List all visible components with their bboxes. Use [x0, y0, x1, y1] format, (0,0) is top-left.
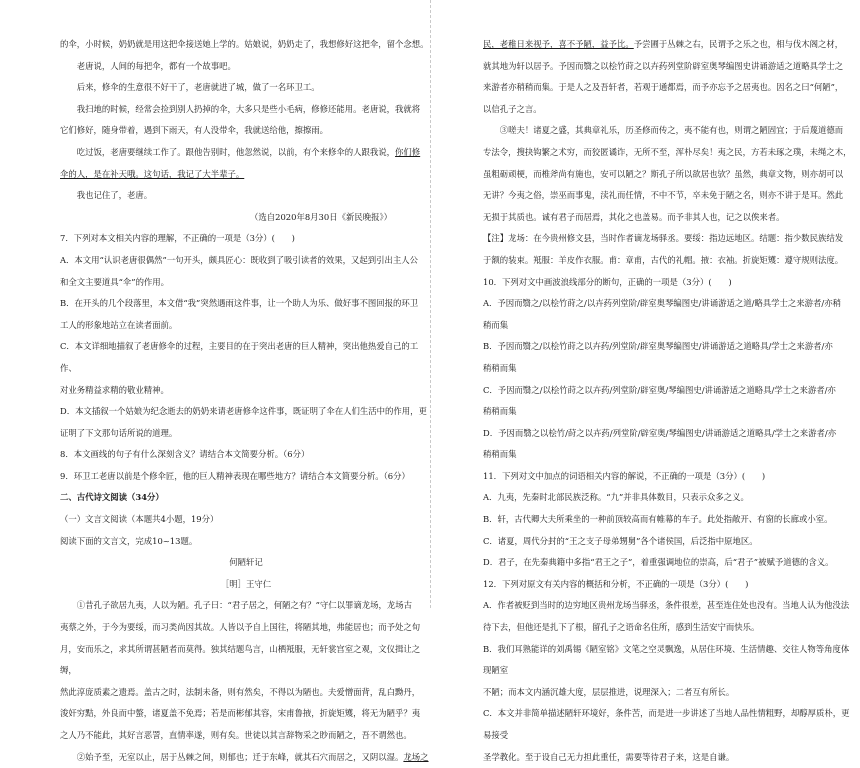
- option-12c-cont: 圣学教化。至于设自己无力担此重任，需要等待君子来，这是自谦。: [483, 751, 735, 762]
- option-10d: D．予因而翳之以桧竹/莳之以卉药/列堂阶/辟室奥/琴编图史/讲诵游适之道略具/学士之来游者/亦: [483, 427, 837, 438]
- question-12: 12．下列对原文有关内容的概括和分析，不正确的一项是（3分）( ): [483, 578, 749, 589]
- source-note: （选自2020年8月30日《新民晚报》）: [250, 211, 392, 222]
- section-heading: 二、古代诗文阅读（34分）: [60, 492, 164, 503]
- story-paragraph: [60, 142, 432, 164]
- story-paragraph: 我也记住了，老唐。: [76, 190, 153, 201]
- option-10a: A．予因而翳之/以桧竹莳之/以卉药列堂阶/辟室奥琴编图史/讲诵游适之道/略具学士之来游者/亦稍: [483, 298, 841, 309]
- classical-text: 月，安而乐之，求其所谓甚陋者而莫得。独其结题鸟言，山栖羝服，无轩裳宫室之观，文仪揖让之缛，: [60, 643, 421, 676]
- classical-text: ①昔孔子欲居九夷，人以为陋。孔子曰：“君子居之，何陋之有？”守仁以罪谪龙场，龙场古: [76, 600, 412, 611]
- option-12b-cont: 不陋；而本文内涵沉雄大度，层层推进，说理深入；二者互有所长。: [483, 686, 735, 697]
- question-7: 7．下列对本文相关内容的理解，不正确的一项是（3分）( ): [60, 233, 295, 244]
- right-column: [483, 34, 855, 768]
- option-7d-cont: 证明了下文那句话所说的道理。: [60, 427, 178, 438]
- option-7b: B．在开头的几个段落里，本文借“我”突然遇雨这件事，让一个助人为乐、做好事不图回报的环卫: [60, 298, 419, 309]
- classical-text: 就其地为轩以居予。予因而翳之以桧竹莳之以卉药列堂阶辟室奥琴编图史讲诵游适之道略具学士之: [483, 60, 844, 71]
- classical-text: ③嗟夫！诸夏之盛，其典章礼乐，历圣修而传之，夷不能有也，则谓之陋固宜；于后蔑道德而: [499, 125, 844, 136]
- plain-text: ②始予至，无室以止，居于丛棘之间，则郁也；迁于东峰，就其石穴而居之，又阴以湿。: [76, 751, 404, 762]
- classical-text: 浚奸穷黠，外良而中螫，诸夏盖不免焉；若是而彬郁其容，宋甫鲁掖，折旋矩矱，将无为陋乎？夷: [60, 708, 421, 719]
- option-10b-cont: 稍稍而集: [483, 362, 517, 373]
- left-column: [60, 34, 432, 768]
- passage-author: ［明］王守仁: [220, 578, 272, 589]
- question-11: 11．下列对文中加点的词语相关内容的解说，不正确的一项是（3分）( ): [483, 470, 766, 481]
- option-12b: B．我们耳熟能详的刘禹锡《陋室铭》文笔之空灵飘逸，从居住环境、生活情趣、交往人物等角度体现陋室: [483, 643, 850, 676]
- option-10d-cont: 稍稍而集: [483, 449, 517, 460]
- option-12a-cont: 待下去，但他还是扎下了根，留孔子之语命名住所，感到生活安宁而快乐。: [483, 622, 760, 633]
- story-paragraph: 它们修好，随身带着，遇到下雨天，有人没带伞，我就送给他，擦擦雨。: [60, 125, 328, 136]
- option-10a-cont: 稍而集: [483, 319, 509, 330]
- subsection-heading: （一）文言文阅读（本题共4小题，19分）: [60, 514, 219, 525]
- story-paragraph: [60, 164, 432, 186]
- classical-text: 以信孔子之言。: [483, 103, 542, 114]
- story-paragraph: 后来，修伞的生意很不好干了，老唐就进了城，做了一名环卫工。: [76, 82, 320, 93]
- option-7d: D．本文插叙一个姑娘为纪念逝去的奶奶来请老唐修伞这件事，既证明了伞在人们生活中的作用，更: [60, 406, 427, 417]
- question-10: 10．下列对文中画波浪线部分的断句，正确的一项是（3分）( ): [483, 276, 732, 287]
- classical-text: 无讲？今夷之俗，崇巫而事鬼，渎礼而任情，不中不节，卒未免于陋之名，则亦不讲于是耳。然此: [483, 190, 844, 201]
- option-10c-cont: 稍稍而集: [483, 406, 517, 417]
- story-paragraph: 老唐说，人间的每把伞，都有一个故事吧。: [76, 60, 236, 71]
- option-11d: D．君子，在先秦典籍中多指“君王之子”，着重强调地位的崇高，后“君子”被赋予道德的含义。: [483, 557, 834, 568]
- question-8: 8．本文画线的句子有什么深刻含义？请结合本文简要分析。（6分）: [60, 449, 310, 460]
- underlined-sentence: 民，老稚日来视予，喜不予陋，益予比。: [483, 39, 634, 49]
- plain-text: 吃过饭，老唐要继续工作了。跟他告别时，他忽然说，以前，有个来修伞的人跟我说，: [76, 146, 396, 157]
- option-7b-cont: 工人的形象地站立在读者面前。: [60, 319, 178, 330]
- underlined-sentence: 你们修: [395, 146, 421, 157]
- annotation-note: 【注】龙场：在今贵州修文县，当时作者谪龙场驿丞。要绥：指边远地区。结题：指少数民族结发: [483, 233, 844, 244]
- classical-text: 来游者亦稍稍而集。于是人之及吾轩者，若观于通都焉，而予亦忘予之居夷也。因名之曰“何陋”，: [483, 82, 844, 93]
- classical-text: 之人乃不能此，其好言恶詈，直情率遂，则有矣。世徒以其言辞物采之眇而陋之，吾不谓然也。: [60, 730, 412, 740]
- story-paragraph: 的伞，小时候，奶奶就是用这把伞接送她上学的。姑娘说，奶奶走了，我想修好这把伞，留个念想。: [60, 39, 429, 49]
- underlined-sentence: 伞的人，是在补天哦。这句话，我记了大半辈子。: [60, 168, 245, 179]
- classical-text: 专法令，搜抉钩繁之术穷，而狡匿谲诈，无所不至，浑朴尽矣！夷之民，方若未琢之璞，未绳之木，: [483, 146, 852, 157]
- option-11b: B．轩，古代卿大夫所乘坐的一种前顶较高而有帷幕的车子。此处指敞开、有窗的长廊或小室。: [483, 514, 833, 525]
- plain-text: 予尝圃于丛棘之右，民谓予之乐之也，相与伐木阁之材，: [633, 39, 844, 49]
- classical-text: 夷蔡之外，于今为要绥，而习类尚因其故。人皆以予自上国往，将陋其地，弗能居也；而予处之旬: [60, 622, 421, 633]
- option-12c: C．本文并非简单描述陋轩环境好，条件苦，而是进一步讲述了当地人品性情粗野，却醇厚质朴，更易接受: [483, 708, 850, 740]
- option-10b: B．予因而翳之/以桧竹莳之以卉药/列堂阶/辟室奥琴编图史/讲诵游适之道略具/学士之来游者/亦: [483, 341, 833, 352]
- annotation-note: 于额的装束。羝服：羊皮作衣服。甫：章甫，古代的礼帽。掖：衣袖。折旋矩矱：遵守规则法度。: [483, 254, 844, 265]
- reading-instruction: 阅读下面的文言文，完成10~13题。: [60, 535, 198, 546]
- option-11c: C．诸夏，周代分封的“王之支子母弟甥舅”各个诸侯国，后泛指中原地区。: [483, 535, 758, 546]
- classical-text: 无损于其质也。诚有君子而居焉，其化之也盖易。而予非其人也，记之以俟来者。: [483, 211, 785, 222]
- classical-text: [60, 747, 432, 768]
- option-7a: A．本文用“认识老唐很偶然”一句开头，颇具匠心：既收到了吸引读者的效果，又起到引出主人公: [60, 254, 418, 265]
- option-12a: A．作者被贬到当时的边穷地区贵州龙场当驿丞，条件很差，甚至连住处也没有。当地人认为他没法: [483, 600, 850, 611]
- option-10c: C．予因而翳之/以桧竹莳之以卉药/列堂阶/辟室奥/琴编图史/讲诵游适之道略具/学士之来游者/亦: [483, 384, 836, 395]
- option-11a: A．九夷，先秦时北部民族泛称。“九”并非具体数目，只表示众多之义。: [483, 492, 749, 503]
- option-7c: C．本文详细地描叙了老唐修伞的过程，主要目的在于突出老唐的巨人精神，突出他热爱自己的工作、: [60, 341, 419, 373]
- question-9: 9．环卫工老唐以前是个修伞匠，他的巨人精神表现在哪些地方？请结合本文简要分析。（6分）: [60, 470, 410, 481]
- classical-text: [483, 34, 855, 56]
- option-7a-cont: 和全文主要道具“伞”的作用。: [60, 276, 170, 287]
- passage-title: 何陋轩记: [229, 557, 263, 568]
- option-7c-cont: 对业务精益求精的敬业精神。: [60, 384, 169, 395]
- story-paragraph: 我扫地的时候，经常会捡到别人扔掉的伞，大多只是些小毛病，修修还能用。老唐说，我就将: [76, 103, 421, 114]
- classical-text: 虽粗砺顽梗，而椎斧尚有施也，安可以陋之？斯孔子所以欲居也欤？虽然，典章文物，则亦胡可以: [483, 168, 844, 179]
- classical-text: 然此淳庞质素之遗焉。盖古之时，法制未备，则有然矣，不得以为陋也。夫爱憎面背，乱白黝丹，: [60, 686, 421, 697]
- underlined-sentence: 龙场之: [403, 751, 429, 762]
